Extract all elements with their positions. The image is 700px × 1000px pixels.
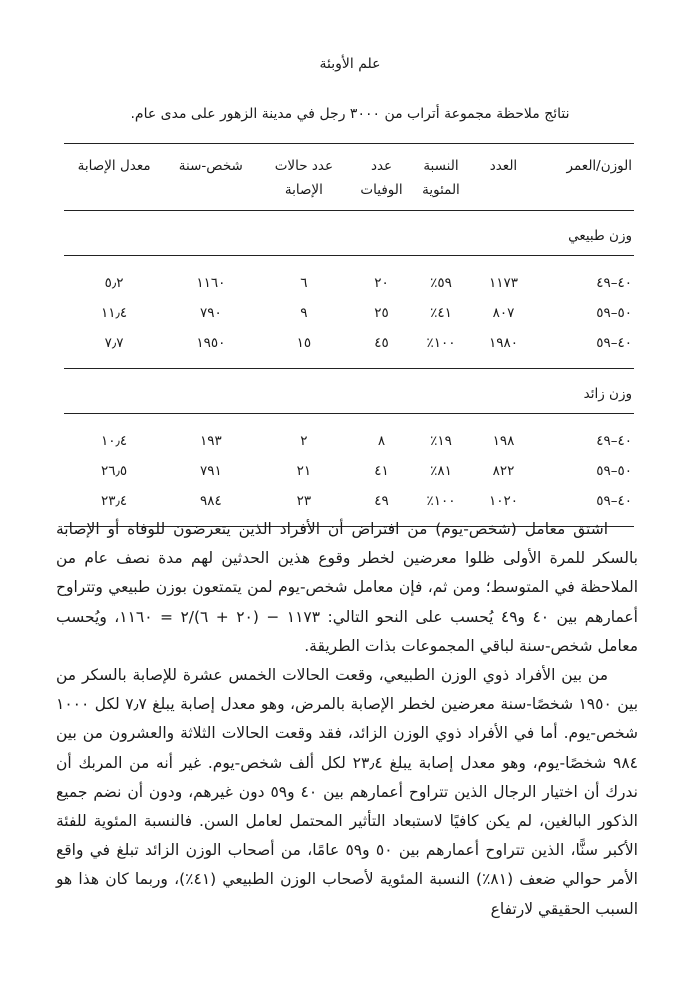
table-cell: ٨٢٢ [492, 463, 515, 479]
table-cell: ٤١ [374, 463, 389, 479]
table-row [64, 328, 634, 358]
table-cell: ١٩٣ [199, 433, 222, 449]
table-cell: ٩٨٤ [199, 493, 222, 509]
running-header-title: علم الأوبئة [319, 56, 381, 72]
table-row [64, 486, 634, 516]
table-cell: ٧٫٧ [104, 335, 124, 351]
table-cell: ١١٫٤ [101, 305, 128, 321]
table-cell: ٨ [377, 433, 386, 449]
table-header-row [64, 144, 634, 211]
column-header-cases: عدد حالات الإصابة [257, 144, 350, 211]
table-cell: ١٠٢٠ [488, 493, 518, 509]
table-cell: ٤٥ [374, 335, 389, 351]
table-cell: ١٩٪ [430, 433, 452, 449]
column-header-person-years: شخص-سنة [164, 144, 257, 211]
group-label-normal-weight: وزن طبيعي [64, 211, 634, 256]
table-cell: ١٩٨ [492, 433, 515, 449]
table-cell: ٧٩١ [199, 463, 222, 479]
table-cell: ١٠٠٪ [426, 335, 456, 351]
results-table [64, 143, 634, 527]
table-cell: ٤٩ [374, 493, 389, 509]
table-caption: نتائج ملاحظة مجموعة أتراب من ٣٠٠٠ رجل في مدينة الزهور على مدى عام. [130, 106, 570, 122]
table-cell: ٨٠٧ [492, 305, 515, 321]
table-cell: ٢٣ [296, 493, 312, 509]
table-cell: ١١٦٠ [196, 275, 226, 291]
table-cell: ١٩٥٠ [196, 335, 226, 351]
table-row [64, 426, 634, 456]
table-cell: ٤٠–٥٩ [596, 335, 632, 351]
table-row [64, 298, 634, 328]
column-header-weight-age: الوزن/العمر [538, 144, 634, 211]
table-cell: ٤٠–٤٩ [596, 275, 632, 291]
table-cell: ١٠٫٤ [101, 433, 128, 449]
column-header-incidence-rate: معدل الإصابة [64, 144, 164, 211]
table-cell: ٢٠ [374, 275, 389, 291]
table-cell: ١٠٠٪ [426, 493, 456, 509]
table-row [64, 456, 634, 486]
table-cell: ٢٥ [374, 305, 389, 321]
column-header-deaths: عدد الوفيات [350, 144, 412, 211]
table-cell: ٢١ [296, 463, 312, 479]
table-cell: ١٩٨٠ [488, 335, 518, 351]
table-cell: ٢ [300, 433, 308, 449]
column-header-percentage: النسبة المئوية [413, 144, 470, 211]
table-cell: ٥٩٪ [430, 275, 452, 291]
group-label-overweight: وزن زائد [64, 369, 634, 414]
table-cell: ٤٠–٥٩ [596, 493, 632, 509]
table-cell: ٥٠–٥٩ [596, 463, 632, 479]
table-cell: ٦ [300, 275, 308, 291]
table-cell: ٩ [300, 305, 308, 321]
table-row [64, 268, 634, 298]
body-text [56, 515, 638, 924]
paragraph: من بين الأفراد ذوي الوزن الطبيعي، وقعت الحالات الخمس عشرة للإصابة بالسكر من بين ١٩٥٠ شخصًا-سنة معرضين لخطر الإصابة بالمرض، وهو معدل إصابة يبلغ ٧٫٧ لكل ١٠٠٠ شخص-يوم. أما في الأفراد ذوي الوزن الزائد، فقد وقعت الحالات الثلاثة والعشرون من بين ٩٨٤ شخصًا-يوم، وهو معدل إصابة يبلغ ٢٣٫٤ لكل ألف شخص-يوم. غير أنه من المربك أن ندرك أن اختيار الرجال الذين تتراوح أعمارهم بين ٤٠ و٥٩ دون غيرهم، ودون أن نضم جميع الذكور البالغين، لم يكن كافيًا لاستبعاد التأثير المحتمل لعامل السن. فالنسبة المئوية للفئة الأكبر سنًّا، الذين تتراوح أعمارهم بين ٥٠ و٥٩ عامًا، من أصحاب الوزن الزائد تبلغ في واقع الأمر حوالي ضعف (٨١٪) النسبة المئوية لأصحاب الوزن الطبيعي (٤١٪)، وربما كان هذا هو السبب الحقيقي لارتفاع [56, 666, 639, 918]
table-cell: ٥٠–٥٩ [596, 305, 632, 321]
table-cell: ٢٦٫٥ [101, 463, 128, 479]
group-header-row [64, 211, 634, 256]
table-cell: ٤٠–٤٩ [596, 433, 632, 449]
table-cell: ٧٩٠ [199, 305, 222, 321]
table-cell: ٢٣٫٤ [101, 493, 128, 509]
paragraph: اشتق معامل (شخص-يوم) من افتراض أن الأفراد الذين يتعرضون للوفاة أو الإصابة بالسكر للمرة الأولى ظلوا معرضين لخطر وقوع هذين الحدثين لهم مدة نصف عام من الملاحظة في المتوسط؛ ومن ثم، فإن معامل شخص-يوم لمن يتمتعون بوزن طبيعي وتتراوح أعمارهم بين ٤٠ و٤٩ يُحسب على النحو التالي: ١١٧٣ − (٢٠ + ٦)/٢ = ١١٦٠، ويُحسب معامل شخص-سنة لباقي المجموعات بذات الطريقة. [56, 520, 638, 655]
group-header-row [64, 369, 634, 414]
column-header-count: العدد [469, 144, 537, 211]
table-cell: ١١٧٣ [488, 275, 518, 291]
table-cell: ٤١٪ [430, 305, 452, 321]
table-cell: ٥٫٢ [104, 275, 124, 291]
table-cell: ١٥ [296, 335, 312, 351]
table-cell: ٨١٪ [430, 463, 452, 479]
